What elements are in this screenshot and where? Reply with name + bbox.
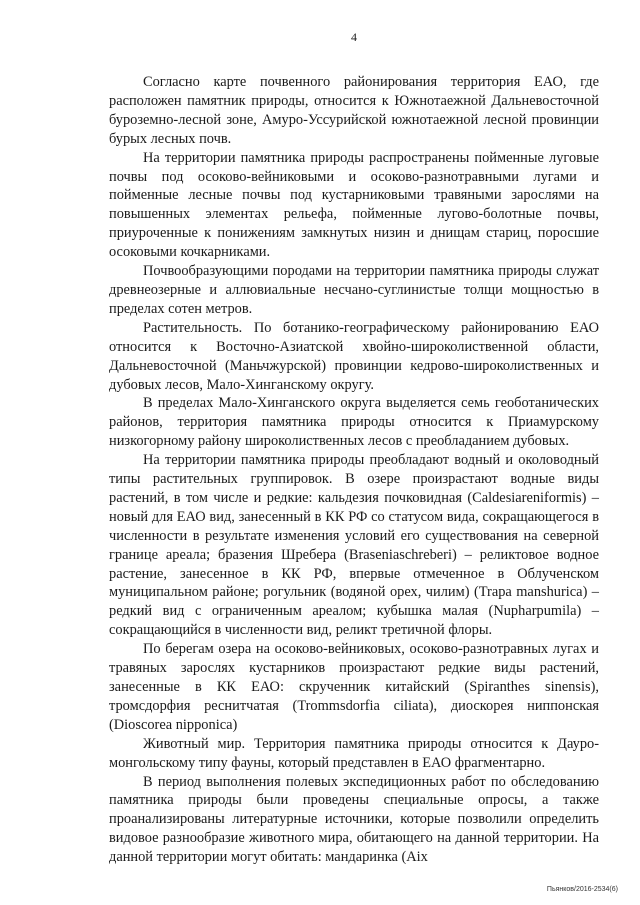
paragraph-floodplain-soils: На территории памятника природы распространены пойменные луговые почвы под осоково-вейниковыми и осоково-разнотравными лугами и пойменные лесные почвы под кустарниковыми травяными зарослями на повышенных элементах рельефа, пойменные лугово-болотные почвы, приуроченные к понижениям замкнутых низин и днищам стариц, поросшие осоковыми кочкарниками. (109, 149, 599, 261)
document-body (109, 73, 599, 867)
page-number: 4 (351, 30, 357, 44)
paragraph-geobotanical-districts: В пределах Мало-Хинганского округа выделяется семь геоботанических районов, территория памятника природы относится к Приамурскому низкогорному району широколиственных лесов с преобладанием дубовых. (109, 395, 599, 450)
paragraph-field-surveys: В период выполнения полевых экспедиционных работ по обследованию памятника природы были проведены специальные опросы, а также проанализированы литературные источники, которые позволили определить видовое разнообразие животного мира, обитающего на данной территории. На данной территории могут обитать: мандаринка (Aix (109, 773, 599, 866)
footer-document-code: Пьянков/2016-2534(6) (546, 886, 618, 893)
paragraph-shore-plants: По берегам озера на осоково-вейниковых, осоково-разнотравных лугах и травяных зарослях кустарников произрастают редкие виды растений, занесенные в КК ЕАО: скрученник китайский (Spiranthes sinensis), тромсдорфия реснитчатая (Trommsdorfia ciliata), диоскорея ниппонская (Dioscorea nipponica) (109, 641, 599, 733)
paragraph-soil-zoning: Согласно карте почвенного районирования территория ЕАО, где расположен памятник природы, относится к Южнотаежной Дальневосточной буроземно-лесной зоне, Амуро-Уссурийской южнотаежной лесной провинции бурых лесных почв. (109, 74, 599, 147)
paragraph-aquatic-plants: На территории памятника природы преобладают водный и околоводный типы растительных группировок. В озере произрастают водные виды растений, в том числе и редкие: кальдезия почковидная (Caldesiareniformis) – новый для ЕАО вид, занесенный в КК РФ со статусом вида, сокращающегося в численности в результате изменения условий его существования на северной границе ареала; бразения Шребера (Braseniaschreberi) – реликтовое водное растение, занесенное в КК РФ, впервые отмеченное в Облученском муниципальном районе; рогульник (водяной орех, чилим) (Trapa manshurica) – редкий вид с ограниченным ареалом; кубышка малая (Nupharpumila) – сокращающийся в численности вид, реликт третичной флоры. (109, 452, 599, 639)
paragraph-vegetation: Растительность. По ботанико-географическому районированию ЕАО относится к Восточно-Азиатской хвойно-широколиственной области, Дальневосточной (Маньчжурской) провинции кедрово-широколиственных и дубовых лесов, Мало-Хинганскому округу. (109, 319, 599, 393)
paragraph-parent-rocks: Почвообразующими породами на территории памятника природы служат древнеозерные и аллювиальные несчано-суглинистые толщи мощностью в пределах сотен метров. (109, 263, 599, 317)
paragraph-fauna: Животный мир. Территория памятника природы относится к Дауро-монгольскому типу фауны, который представлен в ЕАО фрагментарно. (109, 735, 599, 771)
